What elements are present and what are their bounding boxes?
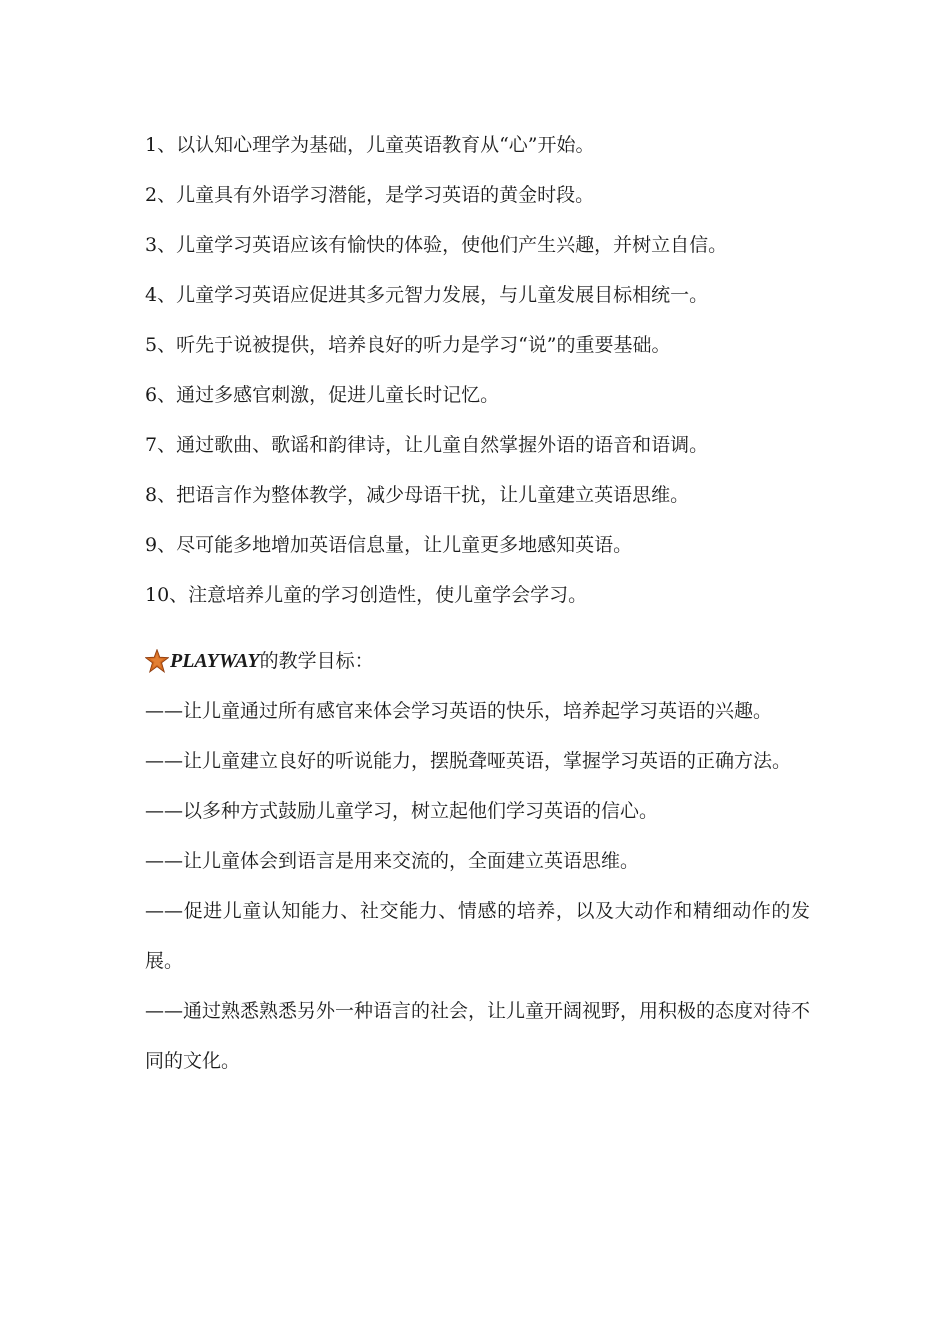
principle-item: 3、儿童学习英语应该有愉快的体验，使他们产生兴趣，并树立自信。 — [145, 234, 728, 256]
principle-item: 4、儿童学习英语应促进其多元智力发展，与儿童发展目标相统一。 — [145, 284, 709, 306]
goals-list — [145, 686, 810, 1086]
principle-item: 6、通过多感官刺激，促进儿童长时记忆。 — [145, 384, 500, 406]
goals-heading — [145, 643, 810, 679]
principle-item: 8、把语言作为整体教学，减少母语干扰，让儿童建立英语思维。 — [145, 484, 690, 506]
star-icon — [145, 649, 169, 673]
principle-item: 9、尽可能多地增加英语信息量，让儿童更多地感知英语。 — [145, 534, 633, 556]
goal-item: ——让儿童建立良好的听说能力，摆脱聋哑英语，掌握学习英语的正确方法。 — [145, 750, 792, 772]
principles-list — [145, 120, 825, 620]
principle-item: 7、通过歌曲、歌谣和韵律诗，让儿童自然掌握外语的语音和语调。 — [145, 434, 709, 456]
principle-item: 5、听先于说被提供，培养良好的听力是学习“说”的重要基础。 — [145, 334, 671, 356]
goal-item: ——促进儿童认知能力、社交能力、情感的培养，以及大动作和精细动作的发展。 — [145, 900, 810, 972]
principle-item: 10、注意培养儿童的学习创造性，使儿童学会学习。 — [145, 584, 588, 606]
principle-item: 1、以认知心理学为基础，儿童英语教育从“心”开始。 — [145, 134, 595, 156]
goals-section — [145, 643, 810, 1086]
principle-item: 2、儿童具有外语学习潜能，是学习英语的黄金时段。 — [145, 184, 595, 206]
goal-item: ——让儿童通过所有感官来体会学习英语的快乐，培养起学习英语的兴趣。 — [145, 700, 773, 722]
goal-item: ——以多种方式鼓励儿童学习，树立起他们学习英语的信心。 — [145, 800, 659, 822]
brand-name: PLAYWAY — [170, 650, 260, 672]
goal-item: ——让儿童体会到语言是用来交流的，全面建立英语思维。 — [145, 850, 640, 872]
goal-item: ——通过熟悉熟悉另外一种语言的社会，让儿童开阔视野，用积极的态度对待不同的文化。 — [145, 1000, 811, 1072]
goals-heading-text: 的教学目标： — [259, 650, 374, 672]
